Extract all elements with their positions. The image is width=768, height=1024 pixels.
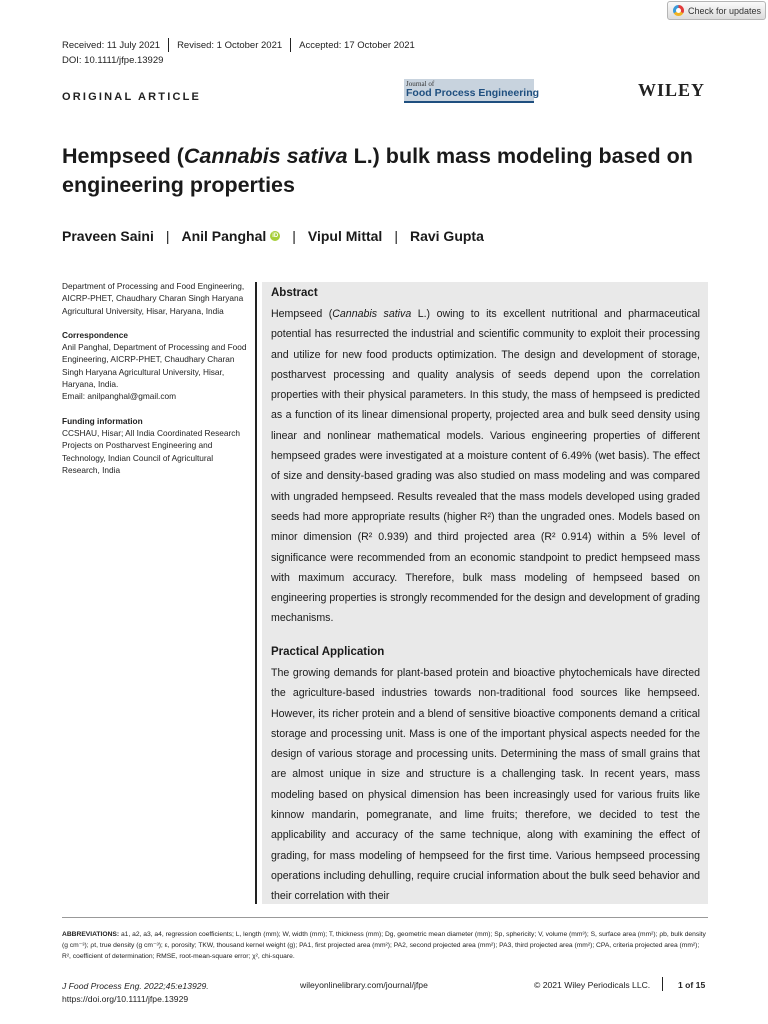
abstract-lead: Hempseed (	[271, 308, 333, 320]
accepted-date: Accepted: 17 October 2021	[299, 39, 415, 51]
footer-journal-url[interactable]: wileyonlinelibrary.com/journal/jfpe	[300, 980, 428, 990]
publisher-logo[interactable]: WILEY	[638, 80, 706, 100]
footer-citation-block	[62, 980, 209, 1006]
title-text: L.) bulk mass modeling based on engineering properties	[62, 144, 693, 197]
author-name[interactable]: Praveen Saini	[62, 228, 154, 244]
author-name[interactable]: Ravi Gupta	[409, 228, 484, 244]
crossmark-icon	[673, 5, 684, 16]
correspondence-email[interactable]: Email: anilpanghal@gmail.com	[62, 391, 177, 402]
affiliations-column	[62, 280, 247, 476]
footer-citation: J Food Process Eng. 2022;45:e13929.	[62, 981, 209, 991]
author-name[interactable]: Anil Panghal	[181, 228, 267, 244]
title-species: Cannabis sativa	[183, 144, 348, 168]
doi[interactable]: DOI: 10.1111/jfpe.13929	[62, 55, 164, 66]
footer-doi-link[interactable]: https://doi.org/10.1111/jfpe.13929	[62, 994, 189, 1004]
check-for-updates-label: Check for updates	[688, 5, 762, 16]
footer-copyright: © 2021 Wiley Periodicals LLC.	[534, 980, 651, 990]
author-name[interactable]: Vipul Mittal	[307, 228, 383, 244]
abstract-species: Cannabis sativa	[332, 308, 412, 320]
received-date: Received: 11 July 2021	[62, 39, 161, 51]
page-number: 1 of 15	[678, 980, 706, 990]
article-type: ORIGINAL ARTICLE	[62, 91, 202, 103]
history-dates	[62, 38, 423, 52]
check-for-updates-button[interactable]	[667, 1, 766, 20]
abstract-heading: Abstract	[271, 287, 318, 299]
abbreviations-label: ABBREVIATIONS:	[62, 931, 120, 938]
funding-body: CCSHAU, Hisar; All India Coordinated Research Projects on Postharvest Engineering and Technology, Indian Council of Agricultural Research, India	[62, 427, 240, 475]
journal-logo[interactable]	[404, 79, 540, 103]
affiliation: Department of Processing and Food Engineering, AICRP-PHET, Chaudhary Charan Singh Haryana Agricultural University, Hisar, Haryana, India	[62, 281, 245, 316]
abbreviations-text: a1, a2, a3, a4, regression coefficients; L, length (mm); W, width (mm); T, thickness (mm); Dg, geometric mean diameter (mm); Sp, sphericity; V, volume (mm³); S, surface area (mm²); ρb, bulk density (g cm⁻³); ρt, true density (g cm⁻³); ε, porosity; TKW, thousand kernel weight (g); PA1, first projected area (mm²); PA2, second projected area (mm²); PA3, third projected area (mm²); CPA, criteria projected area (mm²); R², coefficient of determination; RMSE, root-mean-square error; χ², chi-square.	[62, 931, 706, 960]
revised-date: Revised: 1 October 2021	[177, 39, 283, 51]
correspondence-body: Anil Panghal, Department of Processing and Food Engineering, AICRP-PHET, Chaudhary Charan Singh Haryana Agricultural University, Hisar, Haryana, India.	[62, 342, 247, 390]
title-text: Hempseed (	[62, 144, 184, 168]
abbreviations	[62, 929, 708, 962]
orcid-icon[interactable]: iD	[272, 233, 279, 239]
practical-application-heading: Practical Application	[271, 646, 385, 658]
correspondence-heading: Correspondence	[62, 329, 128, 340]
author-list	[62, 228, 484, 244]
practical-application-body: The growing demands for plant-based protein and bioactive phytochemicals have directed the agriculture-based industries towards non-traditional food sources like hempseed. However, its richer protein and a blend of sensitive bioactive components demand a critical storage and processing unit. Mass is one of the important physical aspects needed for the design of various storage and processing units. Determining the mass of small grains that are almost unique in size and structure is a challenging task. In recent years, mass modeling based on physical dimension has been increasingly used for various fruits like kinnow mandarin, pomegranate, and lime fruits; therefore, we decided to test the applicability and accuracy of the same technique, along with examining the effect of grading, for mass modeling of hempseed for the first time. Various hempseed processing operations including dehulling, require crucial information about the bulk seed behavior and their correlation with their	[271, 667, 700, 903]
column-divider	[255, 282, 257, 904]
article-title	[62, 142, 722, 200]
practical-application-text	[271, 663, 700, 907]
abstract-body: L.) owing to its excellent nutritional and pharmaceutical potential has resurrected the industrial and scientific community to exploit their processing and utilize for new food products optimization. The design and development of storage, postharvest processing and quality analysis of seeds depend upon the correlation properties with their physical parameters. In this study, the mass of hempseed is predicted as a function of its linear dimensional property, projected area and bulk seed density using linear and nonlinear mathematical models. Various engineering properties of different hempseed grades were investigated at a moisture content of 6.49% (wet basis). The effect of size and density-based grading was also studied on mass modeling and was compared with ungraded hempseed. Results revealed that the mass models developed using graded seeds had more appropriate results (higher R²) than the ungraded ones. Models based on minor dimension (R² 0.939) and third projected area (R² 0.914) within a 5% level of significance were recommended from an economic standpoint to predict hempseed mass with maximum accuracy. Therefore, bulk mass modeling of hempseed based on engineering properties is strongly recommended for the design and development of grading mechanisms.	[271, 308, 700, 625]
funding-heading: Funding information	[62, 415, 143, 426]
footnote-rule	[62, 917, 708, 918]
author-separator: |	[165, 228, 170, 244]
footer-divider	[662, 977, 663, 991]
journal-logo-small: Journal of	[406, 80, 435, 88]
author-separator: |	[394, 228, 398, 244]
journal-logo-name: Food Process Engineering	[406, 87, 540, 99]
author-separator: |	[292, 228, 296, 244]
abstract-text	[271, 304, 700, 629]
